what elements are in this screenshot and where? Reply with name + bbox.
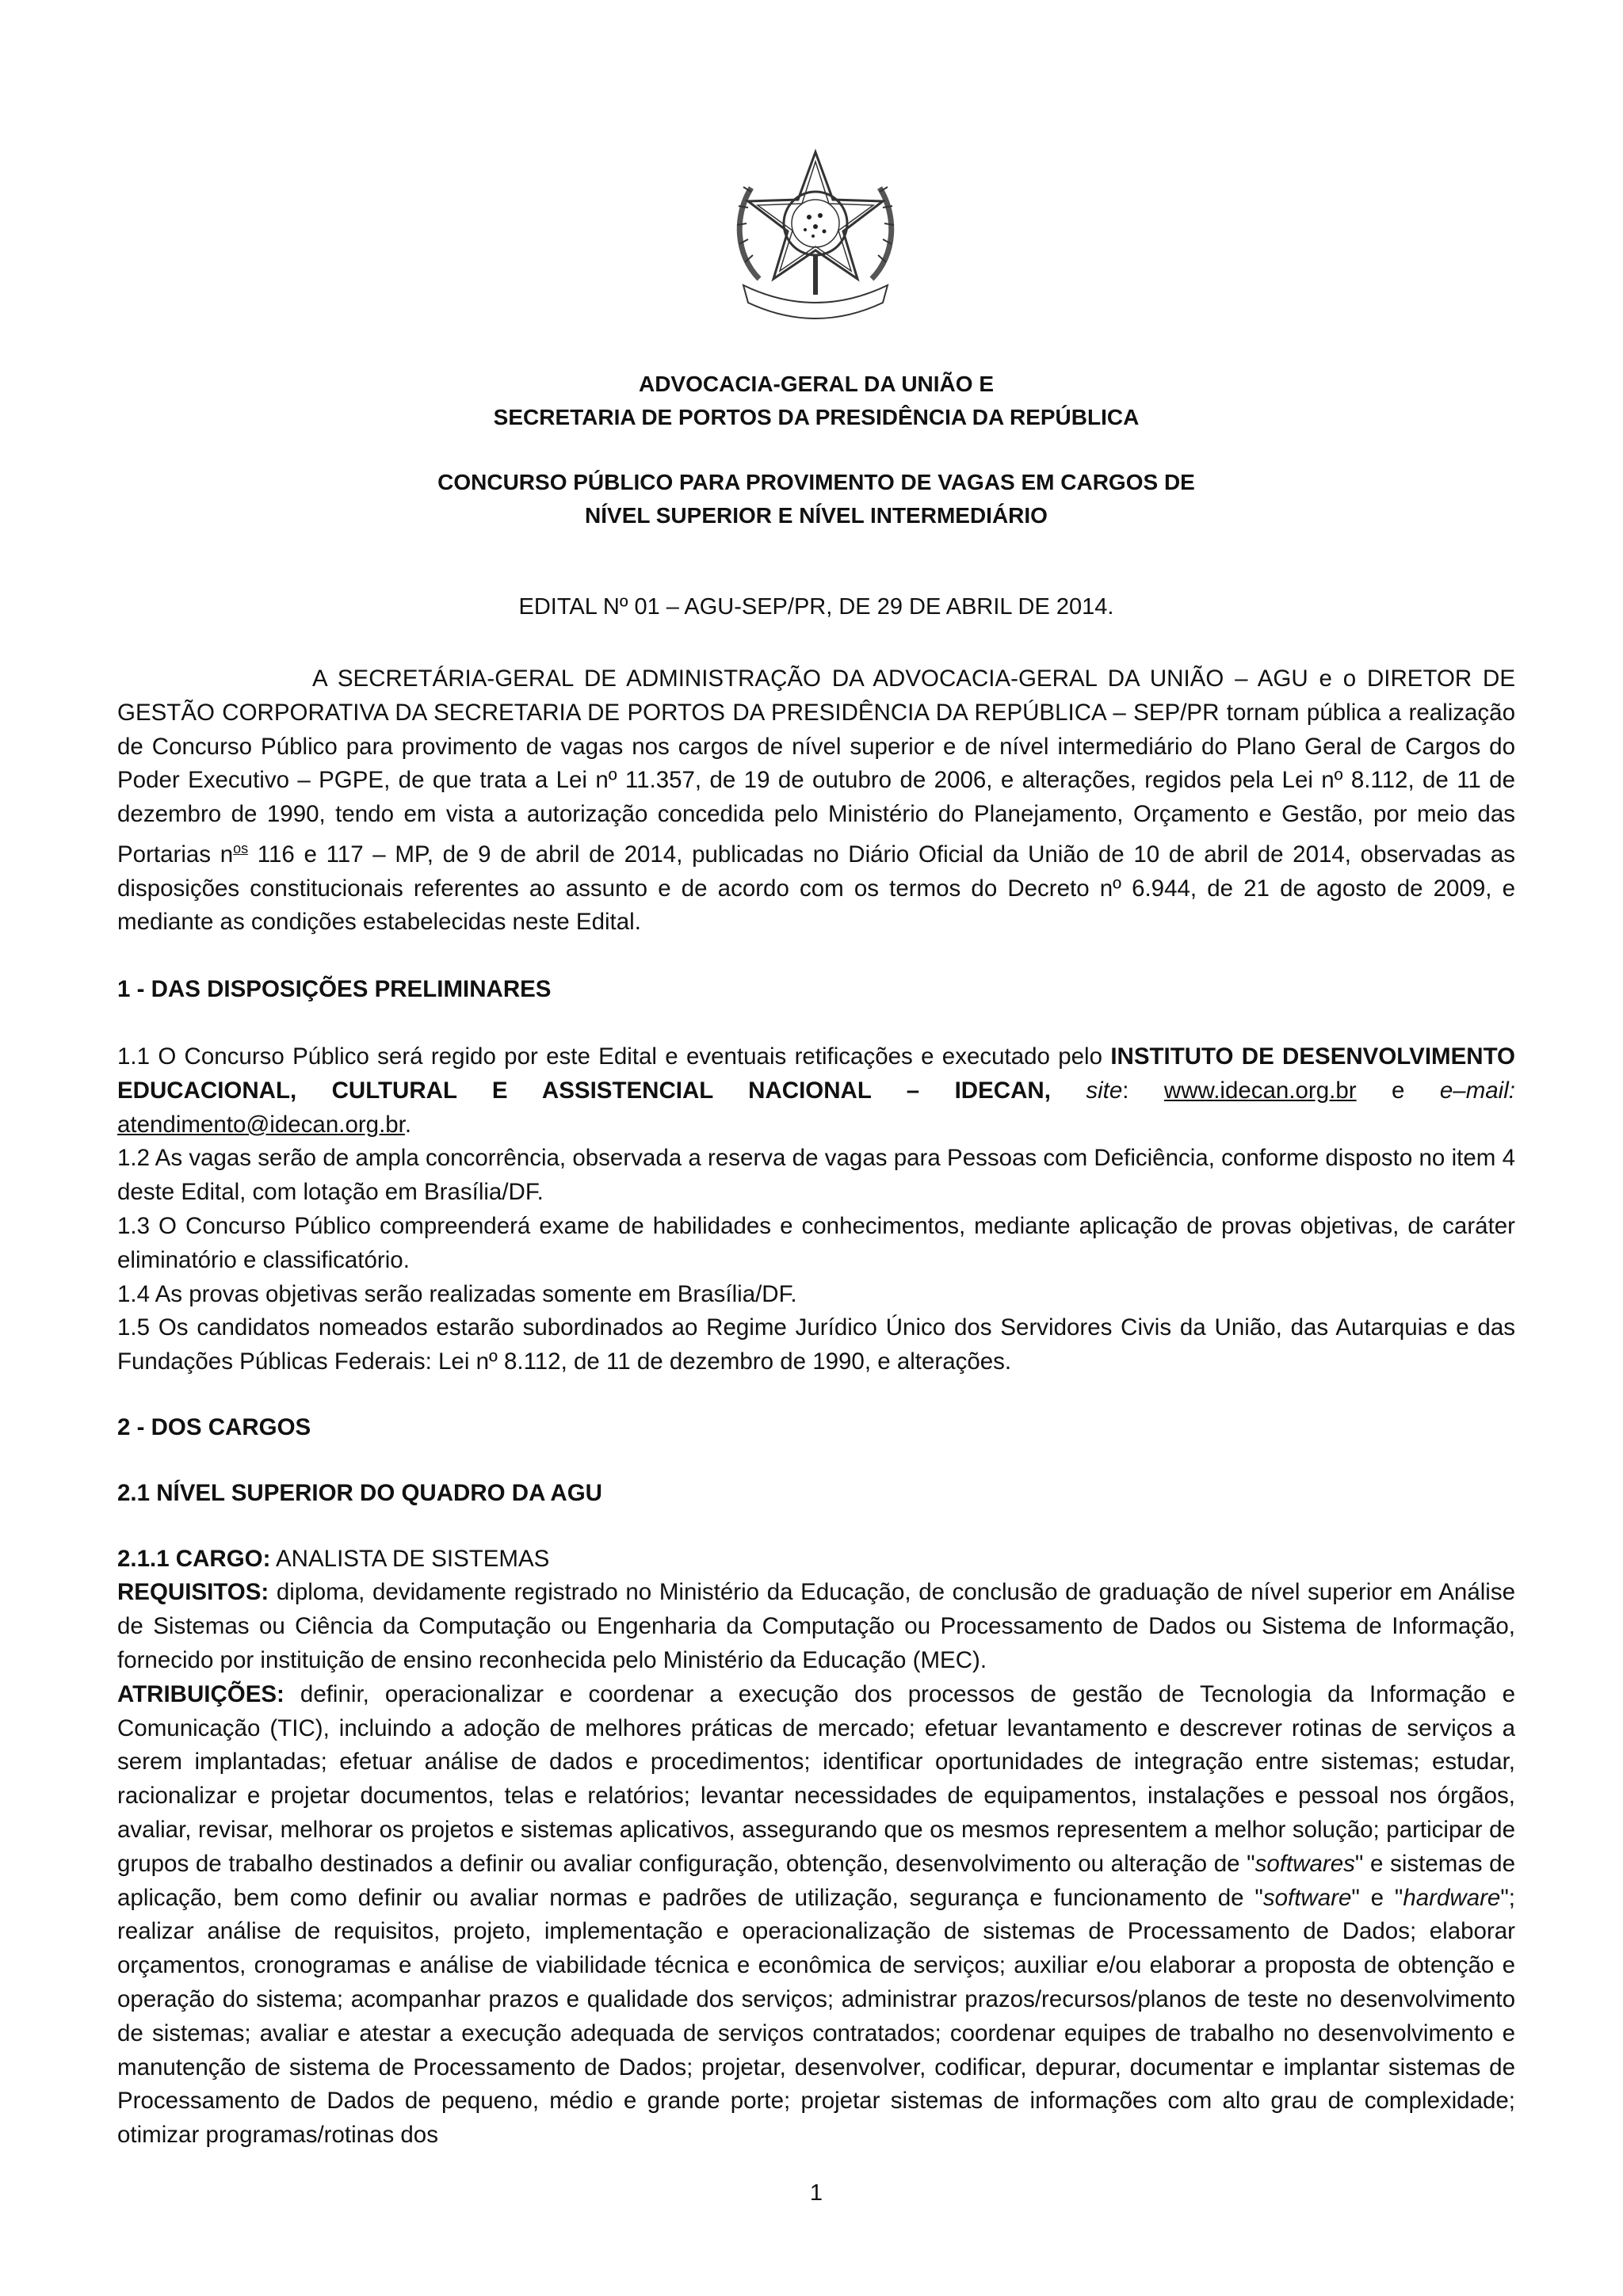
site-label: site	[1086, 1077, 1123, 1104]
cargo-value: ANALISTA DE SISTEMAS	[270, 1545, 550, 1572]
atribuicoes-text: "; realizar análise de requisitos, projeto, implementação e operacionalização de sistemas de Processamento de Dados; elaborar orçamentos, cronogramas e análise de viabilidade técnica e econômica de serviços; auxiliar e/ou elaborar a proposta de obtenção e operação do sistema; acompanhar prazos e qualidade dos serviços; administrar prazos/recursos/planos de teste no desenvolvimento de sistemas; avaliar e atestar a execução adequada de serviços contratados; coordenar equipes de trabalho no desenvolvimento e manutenção de sistema de Processamento de Dados; projetar, desenvolver, codificar, depurar, documentar e implantar sistemas de Processamento de Dados de pequeno, médio e grande porte; projetar sistemas de informações com alto grau de complexidade; otimizar programas/rotinas dos	[117, 1884, 1515, 2149]
section-2-1-heading: 2.1 NÍVEL SUPERIOR DO QUADRO DA AGU	[117, 1479, 602, 1506]
preamble-text-a: A SECRETÁRIA-GERAL DE ADMINISTRAÇÃO DA ADVOCACIA-GERAL DA UNIÃO – AGU e o DIRETOR DE GESTÃO CORPORATIVA DA SECRETARIA DE PORTOS DA PRESIDÊNCIA DA REPÚBLICA – SEP/PR tornam pública a realização de Concurso Público para provimento de vagas nos cargos de nível superior e de nível intermediário do Plano Geral de Cargos do Poder Executivo – PGPE, de que trata a Lei nº 11.357, de 19 de outubro de 2006, e alterações, regidos pela Lei nº 8.112, de 11 de dezembro de 1990, tendo em vista a autorização concedida pelo Ministério do Planejamento, Orçamento e Gestão, por meio das Portarias n	[117, 666, 1515, 868]
email-link[interactable]: atendimento@idecan.org.br	[117, 1111, 405, 1138]
contest-title	[117, 466, 1515, 532]
separator: e	[1356, 1077, 1440, 1104]
atribuicoes-italic: software	[1262, 1884, 1352, 1911]
page-number: 1	[809, 2180, 823, 2206]
website-link[interactable]: www.idecan.org.br	[1163, 1077, 1357, 1104]
atribuicoes-italic: softwares	[1254, 1850, 1355, 1877]
section-1-heading: 1 - DAS DISPOSIÇÕES PRELIMINARES	[117, 976, 552, 1003]
cargo-line	[117, 1543, 1515, 1577]
email-label: e–mail:	[1439, 1077, 1515, 1104]
requisitos-text: diploma, devidamente registrado no Ministério da Educação, de conclusão de graduação de nível superior em Análise de Sistemas ou Ciência da Computação ou Engenharia da Computação ou Processamento de Dados ou Sistema de Informação, fornecido por instituição de ensino reconhecida pelo Ministério da Educação (MEC).	[117, 1579, 1515, 1673]
atribuicoes-italic: hardware	[1403, 1884, 1501, 1911]
item-1-1	[117, 1040, 1515, 1142]
requisitos-paragraph	[117, 1576, 1515, 1677]
requisitos-label: REQUISITOS:	[117, 1579, 269, 1606]
item-1-5: 1.5 Os candidatos nomeados estarão subordinados ao Regime Jurídico Único dos Servidores Civis da União, das Autarquias e das Fundações Públicas Federais: Lei nº 8.112, de 11 de dezembro de 1990, e alterações.	[117, 1314, 1515, 1375]
atribuicoes-paragraph	[117, 1678, 1515, 2153]
document-header	[117, 368, 1515, 434]
item-1-3: 1.3 O Concurso Público compreenderá exame de habilidades e conhecimentos, mediante aplicação de provas objetivas, de caráter eliminatório e classificatório.	[117, 1212, 1515, 1273]
header-line-1: ADVOCACIA-GERAL DA UNIÃO E	[638, 372, 994, 396]
item-1-2: 1.2 As vagas serão de ampla concorrência, observada a reserva de vagas para Pessoas com Deficiência, conforme disposto no item 4 deste Edital, com lotação em Brasília/DF.	[117, 1145, 1515, 1206]
section-2-heading: 2 - DOS CARGOS	[117, 1413, 311, 1440]
institute-name: INSTITUTO DE DESENVOLVIMENTO EDUCACIONAL, CULTURAL E ASSISTENCIAL NACIONAL – IDECAN	[117, 1043, 1515, 1104]
document-body	[117, 662, 1515, 2153]
separator: :	[1122, 1077, 1164, 1104]
header-line-2: SECRETARIA DE PORTOS DA PRESIDÊNCIA DA REPÚBLICA	[493, 405, 1140, 429]
atribuicoes-text: definir, operacionalizar e coordenar a execução dos processos de gestão de Tecnologia da Informação e Comunicação (TIC), incluindo a adoção de melhores práticas de mercado; efetuar levantamento e descrever rotinas de serviços a serem implantadas; efetuar análise de dados e procedimentos; identificar oportunidades de integração entre sistemas; estudar, racionalizar e projetar documentos, telas e relatórios; levantar necessidades de equipamentos, instalações e pessoal nos órgãos, avaliar, revisar, melhorar os projetos e sistemas aplicativos, assegurando que os mesmos representem a melhor solução; participar de grupos de trabalho destinados a definir ou avaliar configuração, obtenção, desenvolvimento ou alteração de "	[117, 1680, 1515, 1877]
separator: ,	[1044, 1077, 1086, 1104]
atribuicoes-text: " e sistemas de aplicação, bem como definir ou avaliar normas e padrões de utilização, segurança e funcionamento de "	[117, 1850, 1515, 1911]
cargo-label: 2.1.1 CARGO:	[117, 1545, 271, 1572]
separator: .	[404, 1111, 412, 1138]
atribuicoes-label: ATRIBUIÇÕES:	[117, 1680, 285, 1707]
atribuicoes-text: " e "	[1351, 1884, 1403, 1911]
item-1-1-text: 1.1 O Concurso Público será regido por este Edital e eventuais retificações e executado pelo	[117, 1043, 1111, 1070]
contest-title-line-2: NÍVEL SUPERIOR E NÍVEL INTERMEDIÁRIO	[585, 503, 1048, 528]
contest-title-line-1: CONCURSO PÚBLICO PARA PROVIMENTO DE VAGAS EM CARGOS DE	[437, 470, 1195, 494]
edital-title: EDITAL Nº 01 – AGU-SEP/PR, DE 29 DE ABRIL DE 2014.	[518, 594, 1114, 620]
coat-of-arms-seal-icon	[727, 144, 903, 330]
preamble-text-b: 116 e 117 – MP, de 9 de abril de 2014, publicadas no Diário Oficial da União de 10 de abril de 2014, observadas as disposições constitucionais referentes ao assunto e de acordo com os termos do Decreto nº 6.944, de 21 de agosto de 2009, e mediante as condições estabelecidas neste Edital.	[117, 841, 1515, 936]
preamble-paragraph	[117, 662, 1515, 940]
item-1-4: 1.4 As provas objetivas serão realizadas somente em Brasília/DF.	[117, 1280, 797, 1307]
preamble-superscript: os	[233, 840, 249, 856]
